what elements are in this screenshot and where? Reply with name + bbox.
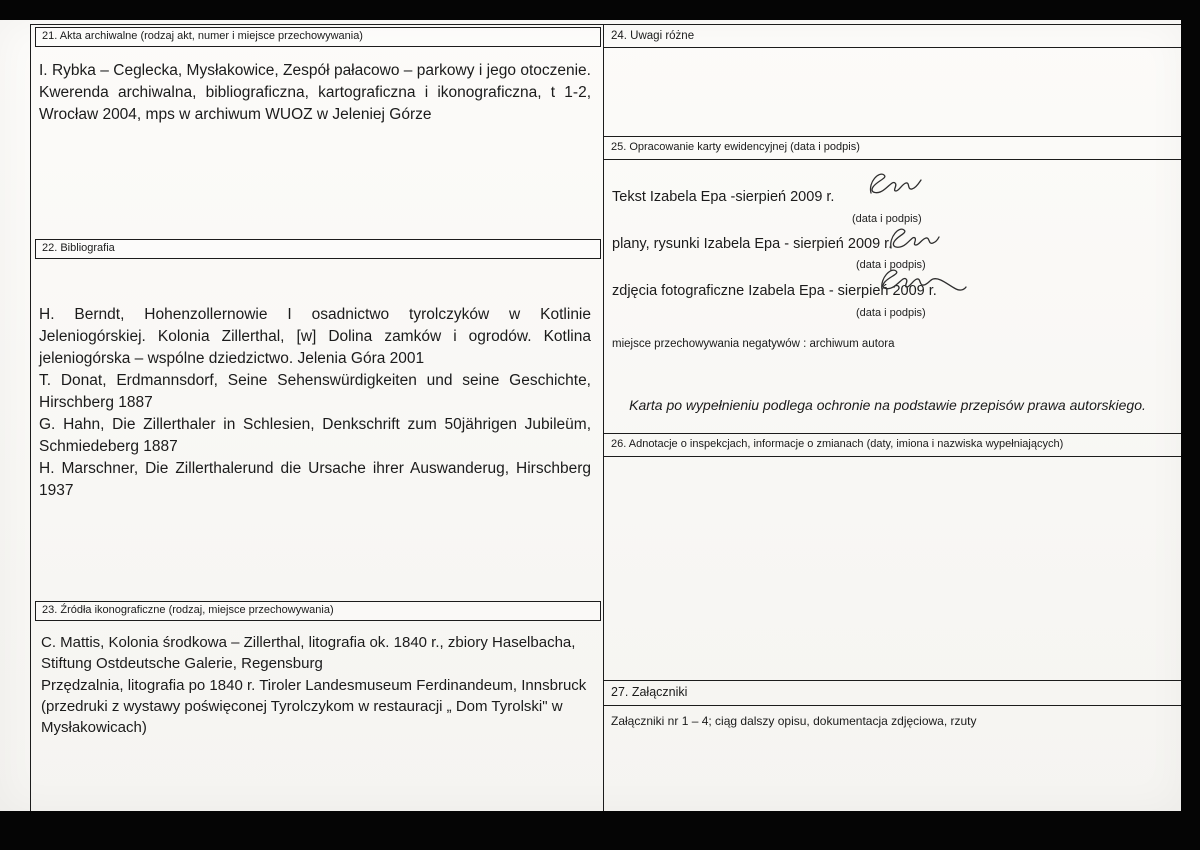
bibliography-entry: H. Berndt, Hohenzollernowie I osadnictwo tyrolczyków w Kotlinie Jeleniogórskiej. Kolonia Zillerthal, [w] Dolina zamków i ogrodów. Kotlina jeleniogórska – wspólne dziedzictwo. Jelenia Góra 2001 — [39, 306, 591, 368]
section-24-uwagi-rozne — [604, 25, 1181, 137]
bibliography-entry: H. Marschner, Die Zillerthalerund die Ursache ihrer Auswanderug, Hirschberg 1937 — [39, 460, 591, 500]
right-column — [604, 25, 1181, 811]
handwritten-signature-icon — [862, 167, 924, 203]
section-24-header: 24. Uwagi różne — [604, 25, 1181, 48]
section-23-zrodla-ikonograficzne — [31, 599, 603, 811]
iconographic-source: Przędzalnia, litografia po 1840 r. Tiroler Landesmuseum Ferdinandeum, Innsbruck — [41, 676, 587, 694]
section-21-akta-archiwalne — [31, 25, 603, 237]
section-21-header: 21. Akta archiwalne (rodzaj akt, numer i miejsce przechowywania) — [35, 27, 601, 47]
section-23-header: 23. Źródła ikonograficzne (rodzaj, miejsce przechowywania) — [35, 601, 601, 621]
signature-caption: (data i podpis) — [856, 259, 926, 271]
iconographic-source: C. Mattis, Kolonia środkowa – Zillerthal, litografia ok. 1840 r., zbiory Haselbacha, Stiftung Ostdeutsche Galerie, Regensburg — [41, 634, 576, 673]
section-26-adnotacje — [604, 434, 1181, 681]
section-23-body — [31, 621, 603, 738]
signature-caption: (data i podpis) — [856, 307, 926, 319]
author-row-text: zdjęcia fotograficzne Izabela Epa - sierpień 2009 r. — [612, 283, 937, 299]
iconographic-source: (przedruki z wystawy poświęconej Tyrolczykom w restauracji „ Dom Tyrolski" w Mysłakowicach) — [41, 698, 563, 737]
section-27-body: Załączniki nr 1 – 4; ciąg dalszy opisu, dokumentacja zdjęciowa, rzuty — [611, 713, 977, 728]
section-22-body — [31, 259, 603, 502]
section-22-header: 22. Bibliografia — [35, 239, 601, 259]
bibliography-entry: G. Hahn, Die Zillerthaler in Schlesien, Denkschrift zum 50jährigen Jubileüm, Schmiedeberg 1887 — [39, 416, 591, 456]
author-row-text: plany, rysunki Izabela Epa - sierpień 2009 r. — [612, 236, 893, 252]
section-27-header: 27. Załączniki — [604, 681, 1181, 706]
negatives-location: miejsce przechowywania negatywów : archiwum autora — [612, 338, 895, 350]
handwritten-signature-icon — [872, 263, 968, 303]
scanned-card-paper — [0, 20, 1181, 811]
copyright-notice: Karta po wypełnieniu podlega ochronie na podstawie przepisów prawa autorskiego. — [629, 397, 1146, 413]
bibliography-entry: T. Donat, Erdmannsdorf, Seine Sehenswürdigkeiten und seine Geschichte, Hirschberg 1887 — [39, 372, 591, 412]
handwritten-signature-icon — [884, 221, 940, 257]
author-row-text: Tekst Izabela Epa -sierpień 2009 r. — [612, 189, 835, 205]
section-26-header: 26. Adnotacje o inspekcjach, informacje o zmianach (daty, imiona i nazwiska wypełniających) — [604, 434, 1181, 457]
signature-caption: (data i podpis) — [852, 213, 922, 225]
record-card-form — [30, 24, 1181, 811]
section-22-bibliografia — [31, 237, 603, 599]
left-column — [31, 25, 604, 811]
section-21-body: I. Rybka – Ceglecka, Mysłakowice, Zespół pałacowo – parkowy i jego otoczenie. Kwerenda archiwalna, bibliograficzna, kartograficzna i ikonograficzna, t 1-2, Wrocław 2004, mps w archiwum WUOZ w Jeleniej Górze — [39, 62, 591, 124]
section-25-header: 25. Opracowanie karty ewidencyjnej (data i podpis) — [604, 137, 1181, 160]
section-27-zalaczniki — [604, 681, 1181, 811]
section-25-opracowanie-karty — [604, 137, 1181, 434]
